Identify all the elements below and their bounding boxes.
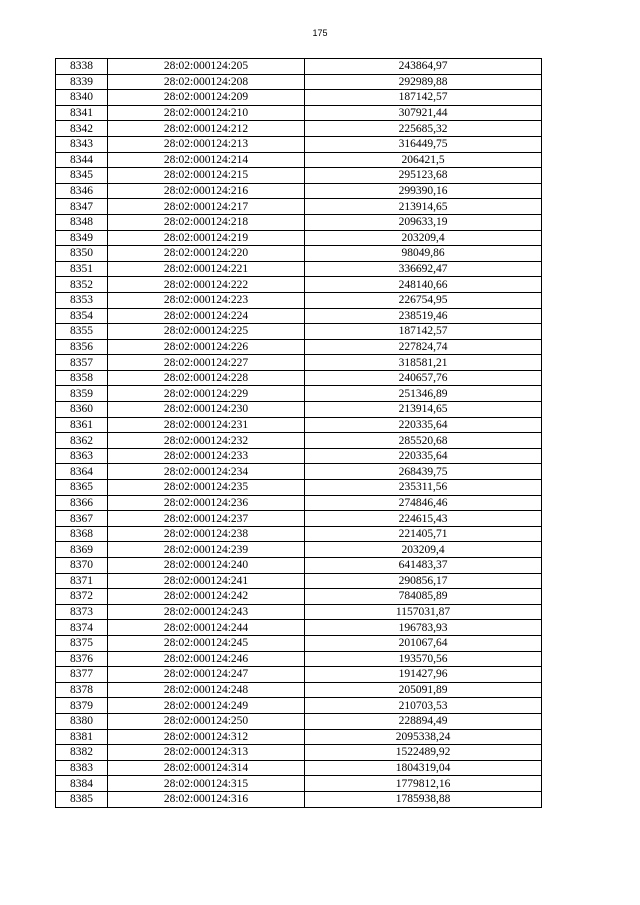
row-number-cell: 8361 [56, 417, 108, 433]
table-row [56, 713, 542, 729]
value-cell: 274846,46 [305, 495, 542, 511]
cadastral-number-cell: 28:02:000124:245 [108, 635, 305, 651]
row-number-cell: 8340 [56, 90, 108, 106]
value-cell: 1804319,04 [305, 760, 542, 776]
cadastral-number-cell: 28:02:000124:315 [108, 776, 305, 792]
value-cell: 784085,89 [305, 589, 542, 605]
row-number-cell: 8360 [56, 402, 108, 418]
row-number-cell: 8342 [56, 121, 108, 137]
table-row [56, 667, 542, 683]
row-number-cell: 8385 [56, 791, 108, 807]
row-number-cell: 8344 [56, 152, 108, 168]
row-number-cell: 8359 [56, 386, 108, 402]
value-cell: 1522489,92 [305, 745, 542, 761]
row-number-cell: 8374 [56, 620, 108, 636]
row-number-cell: 8368 [56, 526, 108, 542]
row-number-cell: 8383 [56, 760, 108, 776]
value-cell: 299390,16 [305, 183, 542, 199]
row-number-cell: 8375 [56, 635, 108, 651]
table-row [56, 573, 542, 589]
table-row [56, 277, 542, 293]
value-cell: 235311,56 [305, 480, 542, 496]
row-number-cell: 8381 [56, 729, 108, 745]
row-number-cell: 8350 [56, 246, 108, 262]
row-number-cell: 8349 [56, 230, 108, 246]
cadastral-number-cell: 28:02:000124:312 [108, 729, 305, 745]
value-cell: 292989,88 [305, 74, 542, 90]
table-row [56, 386, 542, 402]
table-row [56, 121, 542, 137]
value-cell: 290856,17 [305, 573, 542, 589]
table-row [56, 495, 542, 511]
cadastral-number-cell: 28:02:000124:231 [108, 417, 305, 433]
row-number-cell: 8366 [56, 495, 108, 511]
value-cell: 224615,43 [305, 511, 542, 527]
cadastral-number-cell: 28:02:000124:222 [108, 277, 305, 293]
row-number-cell: 8379 [56, 698, 108, 714]
cadastral-number-cell: 28:02:000124:237 [108, 511, 305, 527]
cadastral-value-table [55, 58, 542, 808]
row-number-cell: 8353 [56, 292, 108, 308]
value-cell: 285520,68 [305, 433, 542, 449]
cadastral-number-cell: 28:02:000124:229 [108, 386, 305, 402]
cadastral-number-cell: 28:02:000124:242 [108, 589, 305, 605]
table-row [56, 635, 542, 651]
cadastral-number-cell: 28:02:000124:240 [108, 558, 305, 574]
value-cell: 213914,65 [305, 402, 542, 418]
cadastral-number-cell: 28:02:000124:243 [108, 604, 305, 620]
table-row [56, 292, 542, 308]
row-number-cell: 8357 [56, 355, 108, 371]
row-number-cell: 8373 [56, 604, 108, 620]
table-row [56, 604, 542, 620]
cadastral-number-cell: 28:02:000124:236 [108, 495, 305, 511]
row-number-cell: 8347 [56, 199, 108, 215]
row-number-cell: 8351 [56, 261, 108, 277]
table-row [56, 136, 542, 152]
table-row [56, 480, 542, 496]
cadastral-number-cell: 28:02:000124:223 [108, 292, 305, 308]
cadastral-number-cell: 28:02:000124:213 [108, 136, 305, 152]
cadastral-number-cell: 28:02:000124:218 [108, 214, 305, 230]
value-cell: 206421,5 [305, 152, 542, 168]
row-number-cell: 8354 [56, 308, 108, 324]
value-cell: 1785938,88 [305, 791, 542, 807]
table-row [56, 74, 542, 90]
table-row [56, 682, 542, 698]
row-number-cell: 8365 [56, 480, 108, 496]
table-row [56, 355, 542, 371]
cadastral-number-cell: 28:02:000124:314 [108, 760, 305, 776]
value-cell: 210703,53 [305, 698, 542, 714]
value-cell: 318581,21 [305, 355, 542, 371]
value-cell: 220335,64 [305, 417, 542, 433]
row-number-cell: 8376 [56, 651, 108, 667]
value-cell: 316449,75 [305, 136, 542, 152]
cadastral-number-cell: 28:02:000124:235 [108, 480, 305, 496]
value-cell: 191427,96 [305, 667, 542, 683]
cadastral-number-cell: 28:02:000124:249 [108, 698, 305, 714]
value-cell: 243864,97 [305, 59, 542, 75]
table-row [56, 339, 542, 355]
cadastral-number-cell: 28:02:000124:215 [108, 168, 305, 184]
value-cell: 225685,32 [305, 121, 542, 137]
value-cell: 201067,64 [305, 635, 542, 651]
value-cell: 240657,76 [305, 370, 542, 386]
table-row [56, 651, 542, 667]
cadastral-number-cell: 28:02:000124:233 [108, 448, 305, 464]
value-cell: 268439,75 [305, 464, 542, 480]
row-number-cell: 8372 [56, 589, 108, 605]
table-row [56, 589, 542, 605]
cadastral-number-cell: 28:02:000124:208 [108, 74, 305, 90]
table-row [56, 152, 542, 168]
value-cell: 196783,93 [305, 620, 542, 636]
cadastral-number-cell: 28:02:000124:225 [108, 324, 305, 340]
table-row [56, 760, 542, 776]
page-number: 175 [312, 28, 328, 38]
table-row [56, 324, 542, 340]
value-cell: 193570,56 [305, 651, 542, 667]
value-cell: 209633,19 [305, 214, 542, 230]
cadastral-number-cell: 28:02:000124:228 [108, 370, 305, 386]
cadastral-number-cell: 28:02:000124:250 [108, 713, 305, 729]
value-cell: 213914,65 [305, 199, 542, 215]
cadastral-number-cell: 28:02:000124:205 [108, 59, 305, 75]
table-row [56, 542, 542, 558]
row-number-cell: 8346 [56, 183, 108, 199]
row-number-cell: 8362 [56, 433, 108, 449]
table-row [56, 168, 542, 184]
table-row [56, 698, 542, 714]
row-number-cell: 8358 [56, 370, 108, 386]
row-number-cell: 8343 [56, 136, 108, 152]
value-cell: 1779812,16 [305, 776, 542, 792]
row-number-cell: 8367 [56, 511, 108, 527]
cadastral-number-cell: 28:02:000124:230 [108, 402, 305, 418]
table-row [56, 745, 542, 761]
cadastral-number-cell: 28:02:000124:316 [108, 791, 305, 807]
table-row [56, 448, 542, 464]
cadastral-number-cell: 28:02:000124:212 [108, 121, 305, 137]
row-number-cell: 8355 [56, 324, 108, 340]
row-number-cell: 8380 [56, 713, 108, 729]
cadastral-number-cell: 28:02:000124:216 [108, 183, 305, 199]
value-cell: 187142,57 [305, 324, 542, 340]
value-cell: 295123,68 [305, 168, 542, 184]
value-cell: 2095338,24 [305, 729, 542, 745]
cadastral-number-cell: 28:02:000124:239 [108, 542, 305, 558]
table-row [56, 433, 542, 449]
cadastral-number-cell: 28:02:000124:220 [108, 246, 305, 262]
value-cell: 98049,86 [305, 246, 542, 262]
table-row [56, 370, 542, 386]
value-cell: 641483,37 [305, 558, 542, 574]
cadastral-number-cell: 28:02:000124:210 [108, 105, 305, 121]
row-number-cell: 8348 [56, 214, 108, 230]
value-cell: 187142,57 [305, 90, 542, 106]
table-row [56, 59, 542, 75]
value-cell: 227824,74 [305, 339, 542, 355]
table-row [56, 558, 542, 574]
value-cell: 220335,64 [305, 448, 542, 464]
table-row [56, 620, 542, 636]
cadastral-number-cell: 28:02:000124:234 [108, 464, 305, 480]
row-number-cell: 8369 [56, 542, 108, 558]
value-cell: 248140,66 [305, 277, 542, 293]
table-body [56, 59, 542, 808]
table-row [56, 214, 542, 230]
row-number-cell: 8338 [56, 59, 108, 75]
row-number-cell: 8352 [56, 277, 108, 293]
table-row [56, 246, 542, 262]
value-cell: 203209,4 [305, 542, 542, 558]
row-number-cell: 8363 [56, 448, 108, 464]
cadastral-number-cell: 28:02:000124:224 [108, 308, 305, 324]
table-row [56, 729, 542, 745]
cadastral-number-cell: 28:02:000124:241 [108, 573, 305, 589]
cadastral-number-cell: 28:02:000124:313 [108, 745, 305, 761]
row-number-cell: 8341 [56, 105, 108, 121]
cadastral-number-cell: 28:02:000124:248 [108, 682, 305, 698]
value-cell: 221405,71 [305, 526, 542, 542]
table-row [56, 90, 542, 106]
row-number-cell: 8384 [56, 776, 108, 792]
table-row [56, 402, 542, 418]
value-cell: 1157031,87 [305, 604, 542, 620]
row-number-cell: 8356 [56, 339, 108, 355]
cadastral-number-cell: 28:02:000124:227 [108, 355, 305, 371]
cadastral-number-cell: 28:02:000124:226 [108, 339, 305, 355]
value-cell: 307921,44 [305, 105, 542, 121]
table-row [56, 308, 542, 324]
row-number-cell: 8377 [56, 667, 108, 683]
table-row [56, 417, 542, 433]
cadastral-number-cell: 28:02:000124:244 [108, 620, 305, 636]
row-number-cell: 8345 [56, 168, 108, 184]
row-number-cell: 8364 [56, 464, 108, 480]
cadastral-number-cell: 28:02:000124:246 [108, 651, 305, 667]
value-cell: 228894,49 [305, 713, 542, 729]
table-row [56, 199, 542, 215]
row-number-cell: 8339 [56, 74, 108, 90]
value-cell: 203209,4 [305, 230, 542, 246]
table-row [56, 183, 542, 199]
table-row [56, 261, 542, 277]
cadastral-number-cell: 28:02:000124:221 [108, 261, 305, 277]
table-row [56, 105, 542, 121]
cadastral-number-cell: 28:02:000124:232 [108, 433, 305, 449]
row-number-cell: 8378 [56, 682, 108, 698]
row-number-cell: 8371 [56, 573, 108, 589]
table-row [56, 464, 542, 480]
table-row [56, 526, 542, 542]
value-cell: 226754,95 [305, 292, 542, 308]
cadastral-number-cell: 28:02:000124:219 [108, 230, 305, 246]
row-number-cell: 8370 [56, 558, 108, 574]
table-row [56, 776, 542, 792]
table-row [56, 791, 542, 807]
row-number-cell: 8382 [56, 745, 108, 761]
cadastral-number-cell: 28:02:000124:209 [108, 90, 305, 106]
cadastral-number-cell: 28:02:000124:217 [108, 199, 305, 215]
value-cell: 336692,47 [305, 261, 542, 277]
cadastral-number-cell: 28:02:000124:238 [108, 526, 305, 542]
table-row [56, 511, 542, 527]
value-cell: 251346,89 [305, 386, 542, 402]
cadastral-number-cell: 28:02:000124:247 [108, 667, 305, 683]
table-row [56, 230, 542, 246]
cadastral-number-cell: 28:02:000124:214 [108, 152, 305, 168]
value-cell: 205091,89 [305, 682, 542, 698]
value-cell: 238519,46 [305, 308, 542, 324]
